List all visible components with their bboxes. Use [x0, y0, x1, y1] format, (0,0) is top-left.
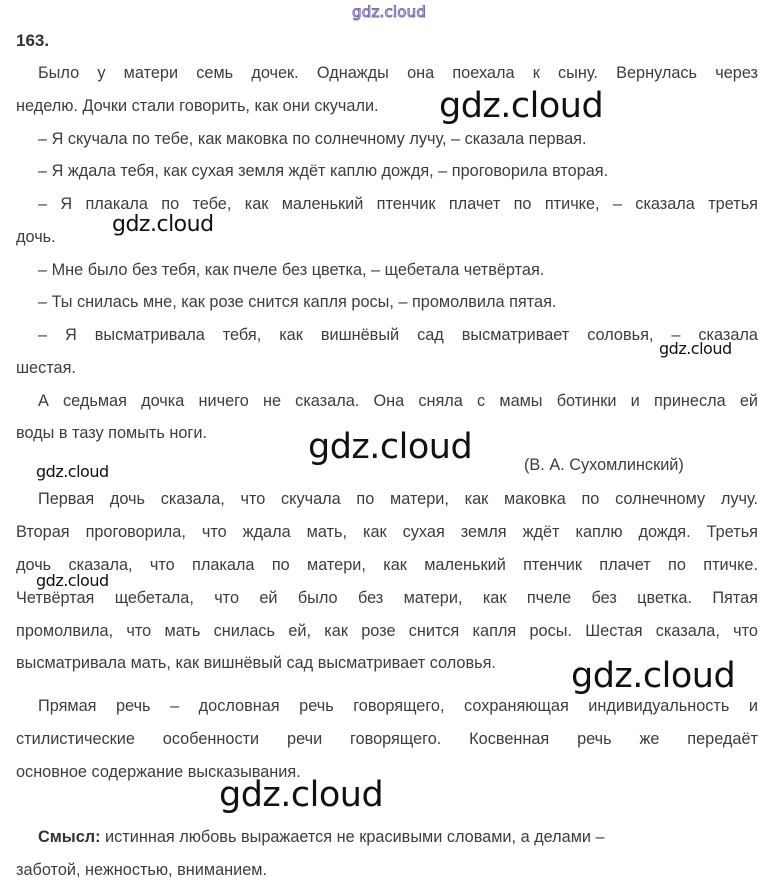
story-line: воды в тазу помыть ноги. [16, 424, 207, 442]
dialogue-line: шестая. [16, 359, 76, 377]
meaning-text: истинная любовь выражается не красивыми словами, а делами – [100, 828, 605, 846]
dialogue-line: дочь. [16, 228, 56, 246]
author-attribution: (В. А. Сухомлинский) [524, 456, 684, 474]
retelling-line: Вторая проговорила, что ждала мать, как сухая земля ждёт каплю дождя. Третья [16, 523, 758, 541]
retelling-line: промолвила, что мать снилась ей, как розе снится капля росы. Шестая сказала, что [16, 622, 758, 640]
theory-line: основное содержание высказывания. [16, 763, 301, 781]
dialogue-line: – Я высматривала тебя, как вишнёвый сад высматривает соловья, – сказала [38, 326, 758, 344]
meaning-label: Смысл: [38, 828, 101, 846]
retelling-line: Четвёртая щебетала, что ей было без матери, как пчеле без цветка. Пятая [16, 589, 758, 607]
retelling-line: высматривала мать, как вишнёвый сад высматривает соловья. [16, 654, 496, 672]
watermark: gdz.cloud [571, 656, 736, 696]
story-line: Было у матери семь дочек. Однажды она поехала к сыну. Вернулась через [38, 64, 758, 82]
dialogue-line: – Я плакала по тебе, как маленький птенчик плачет по птичке, – сказала третья [38, 195, 758, 213]
watermark-top: gdz.cloud [352, 3, 427, 21]
meaning-line: заботой, нежностью, вниманием. [16, 861, 267, 879]
dialogue-line: – Мне было без тебя, как пчеле без цветка, – щебетала четвёртая. [38, 261, 545, 279]
watermark: gdz.cloud [219, 775, 384, 815]
watermark: gdz.cloud [112, 212, 214, 237]
story-line: А седьмая дочка ничего не сказала. Она сняла с мамы ботинки и принесла ей [38, 392, 758, 410]
meaning-line [38, 827, 758, 847]
watermark: gdz.cloud [308, 427, 473, 467]
watermark: gdz.cloud [659, 339, 732, 358]
theory-line: стилистические особенности речи говорящего. Косвенная речь же передаёт [16, 730, 758, 748]
theory-line: Прямая речь – дословная речь говорящего, сохраняющая индивидуальность и [38, 697, 758, 715]
dialogue-line: – Я скучала по тебе, как маковка по солнечному лучу, – сказала первая. [38, 130, 587, 148]
dialogue-line: – Я ждала тебя, как сухая земля ждёт каплю дождя, – проговорила вторая. [38, 162, 609, 180]
watermark: gdz.cloud [36, 462, 109, 481]
story-line: неделю. Дочки стали говорить, как они скучали. [16, 97, 379, 115]
retelling-line: дочь сказала, что плакала по матери, как маленький птенчик плачет по птичке. [16, 556, 758, 574]
retelling-line: Первая дочь сказала, что скучала по матери, как маковка по солнечному лучу. [38, 490, 758, 508]
exercise-number: 163. [16, 31, 50, 50]
watermark: gdz.cloud [36, 571, 109, 590]
watermark: gdz.cloud [439, 86, 604, 126]
dialogue-line: – Ты снилась мне, как розе снится капля росы, – промолвила пятая. [38, 293, 557, 311]
